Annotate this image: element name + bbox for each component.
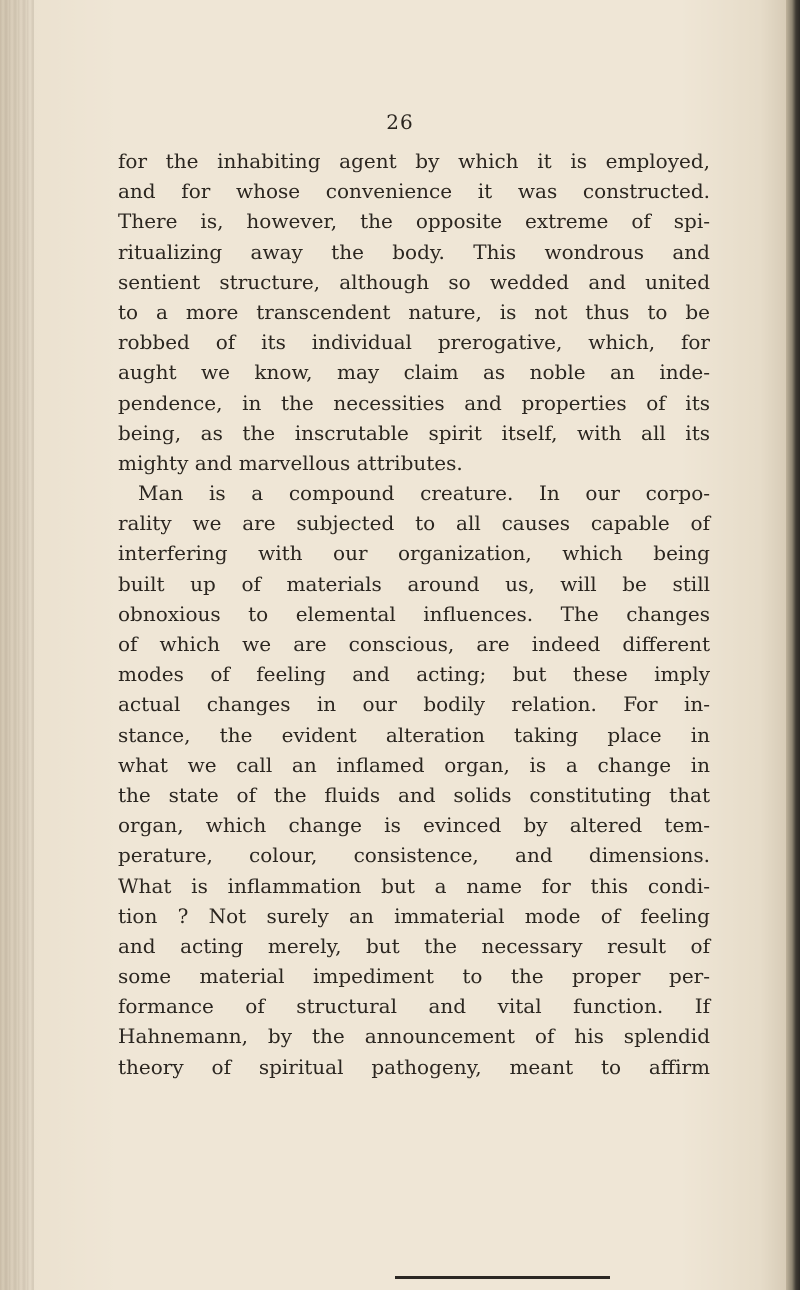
- text-line: for the inhabiting agent by which it is employed,: [118, 149, 710, 173]
- bottom-rule: [395, 1276, 610, 1279]
- text-line: organ, which change is evinced by altered tem-: [118, 813, 710, 838]
- text-line: There is, however, the opposite extreme of spi-: [118, 209, 710, 234]
- text-line: being, as the inscrutable spirit itself, with all its: [118, 420, 710, 445]
- page-number: 26: [386, 110, 414, 134]
- text-line: What is inflammation but a name for this condi-: [118, 873, 710, 898]
- text-line: the state of the fluids and solids constituting that: [118, 782, 710, 807]
- text-line: interfering with our organization, which being: [118, 541, 710, 566]
- text-line: ritualizing away the body. This wondrous and: [118, 239, 710, 264]
- text-line: Man is a compound creature. In our corpo-: [138, 481, 710, 506]
- text-line: rality we are subjected to all causes capable of: [118, 511, 710, 536]
- text-line: aught we know, may claim as noble an inde-: [118, 360, 710, 385]
- text-line: theory of spiritual pathogeny, meant to affirm: [118, 1054, 710, 1079]
- body-text: [118, 146, 710, 1082]
- text-line: obnoxious to elemental influences. The changes: [118, 601, 710, 626]
- text-line: and for whose convenience it was constructed.: [118, 179, 710, 204]
- text-line: what we call an inflamed organ, is a change in: [118, 752, 710, 777]
- text-line: perature, colour, consistence, and dimensions.: [118, 843, 710, 868]
- page-edge: [786, 0, 800, 1290]
- text-line: sentient structure, although so wedded and united: [118, 269, 710, 294]
- text-line: modes of feeling and acting; but these imply: [118, 662, 710, 687]
- page-gutter: [0, 0, 34, 1290]
- text-line: built up of materials around us, will be still: [118, 571, 710, 596]
- text-line: tion ? Not surely an immaterial mode of feeling: [118, 903, 710, 928]
- text-line: formance of structural and vital function. If: [118, 994, 710, 1019]
- text-line: of which we are conscious, are indeed different: [118, 632, 710, 656]
- text-line: to a more transcendent nature, is not thus to be: [118, 299, 710, 324]
- text-line: pendence, in the necessities and properties of its: [118, 390, 710, 415]
- text-line: mighty and marvellous attributes.: [118, 450, 463, 475]
- text-line: robbed of its individual prerogative, which, for: [118, 330, 710, 355]
- text-line: actual changes in our bodily relation. For in-: [118, 692, 710, 717]
- text-line: and acting merely, but the necessary result of: [118, 933, 710, 958]
- text-line: stance, the evident alteration taking place in: [118, 722, 710, 747]
- text-line: Hahnemann, by the announcement of his splendid: [118, 1024, 710, 1049]
- text-line: some material impediment to the proper per-: [118, 964, 710, 989]
